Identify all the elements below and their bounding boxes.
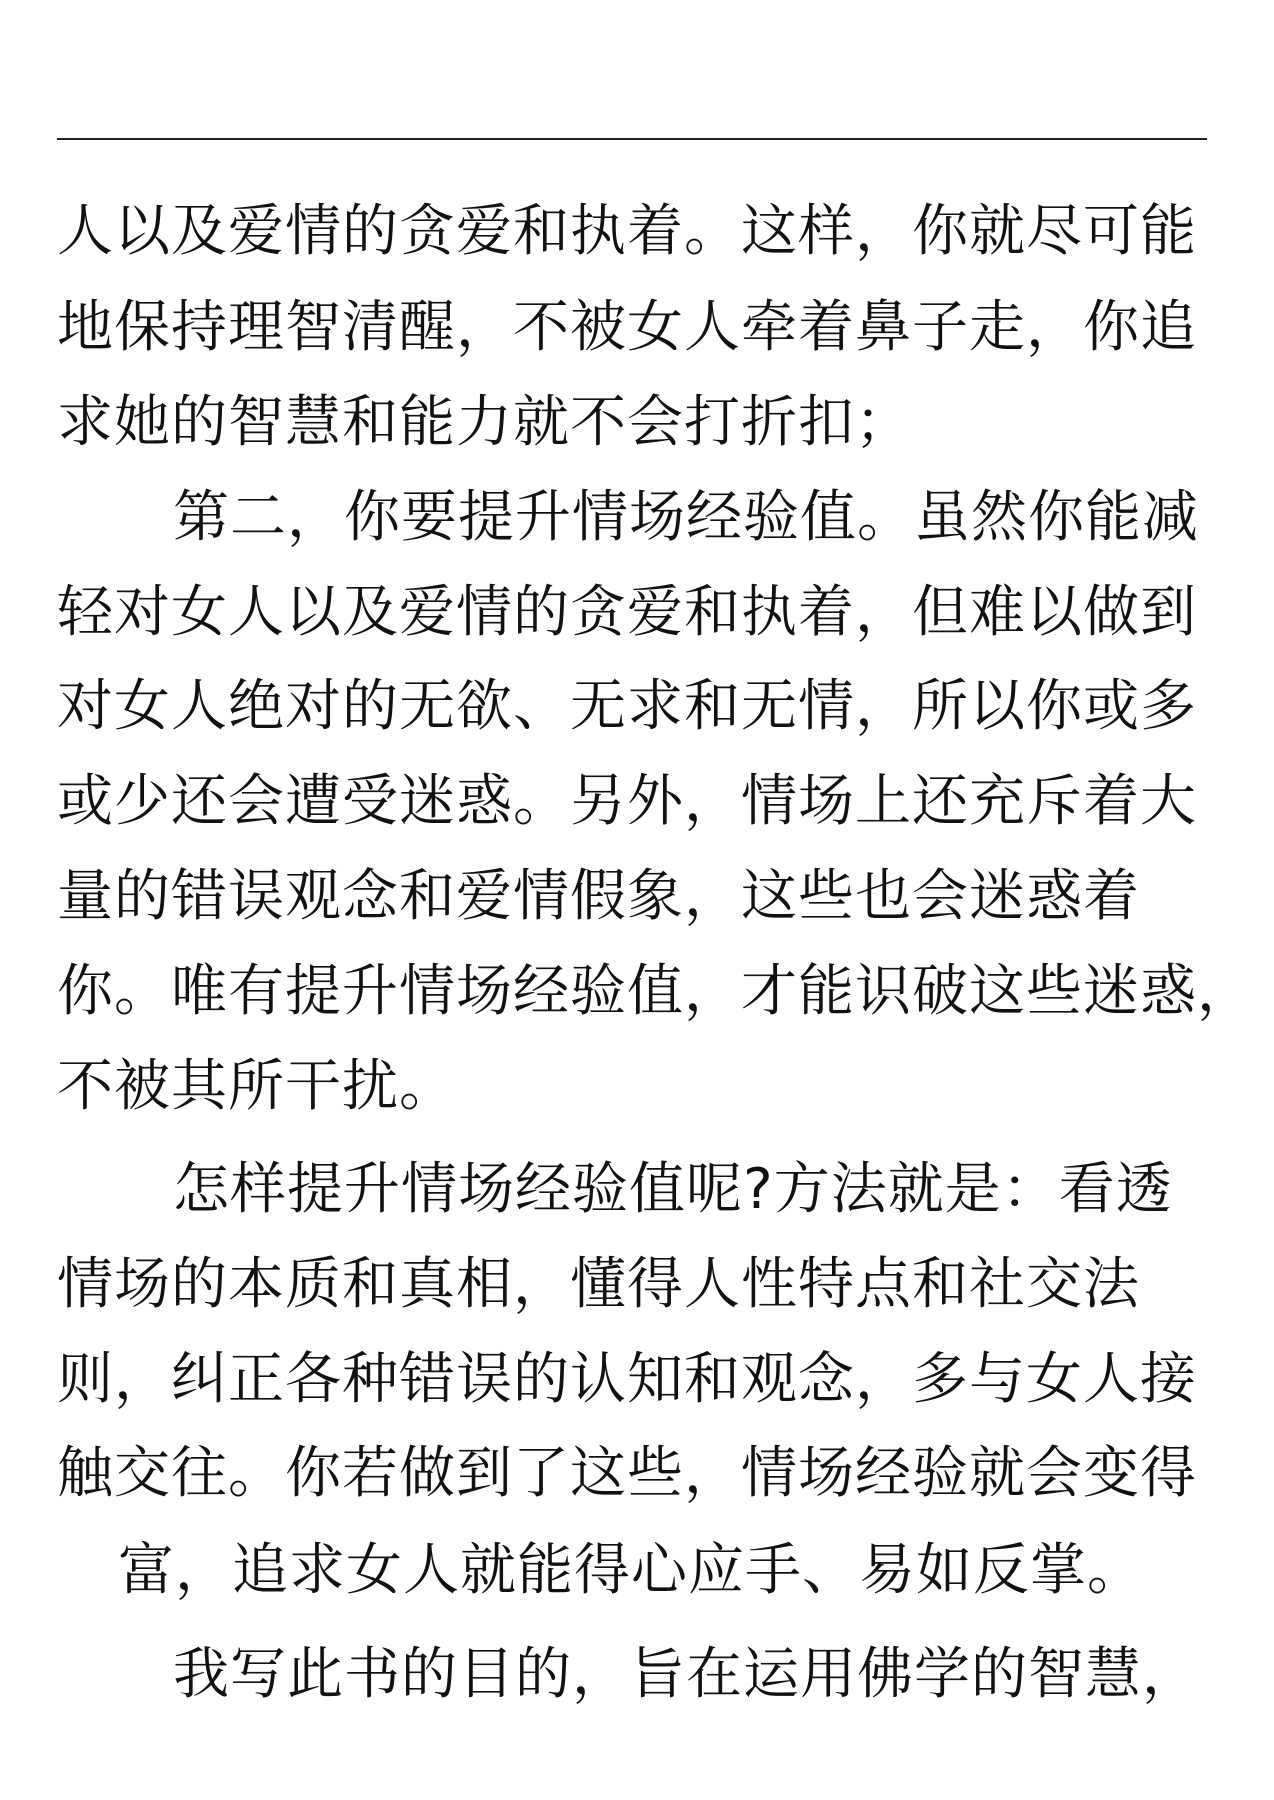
text-line-9: 你。唯有提升情场经验值，才能识破这些迷惑， xyxy=(57,959,1254,1024)
text-line-5: 轻对女人以及爱情的贪爱和执着，但难以做到 xyxy=(57,580,1197,645)
text-line-4: 第二，你要提升情场经验值。虽然你能减 xyxy=(173,485,1199,550)
text-line-8: 量的错误观念和爱情假象，这些也会迷惑着 xyxy=(57,864,1140,929)
text-line-2: 地保持理智清醒，不被女人牵着鼻子走，你追 xyxy=(57,295,1197,360)
text-line-12: 情场的本质和真相，懂得人性特点和社交法 xyxy=(57,1252,1140,1317)
text-line-16: 我写此书的目的，旨在运用佛学的智慧， xyxy=(173,1642,1199,1707)
text-line-11: 怎样提升情场经验值呢?方法就是：看透 xyxy=(173,1157,1173,1222)
text-line-14: 触交往。你若做到了这些，情场经验就会变得 xyxy=(57,1441,1197,1506)
text-line-7: 或少还会遭受迷惑。另外，情场上还充斥着大 xyxy=(57,769,1197,834)
text-line-1: 人以及爱情的贪爱和执着。这样，你就尽可能 xyxy=(57,199,1197,264)
text-line-13: 则，纠正各种错误的认知和观念，多与女人接 xyxy=(57,1347,1197,1412)
text-line-6: 对女人绝对的无欲、无求和无情，所以你或多 xyxy=(57,674,1197,739)
text-line-15: 富，追求女人就能得心应手、易如反掌。 xyxy=(118,1538,1144,1603)
header-divider xyxy=(57,138,1207,140)
text-line-3: 求她的智慧和能力就不会打折扣； xyxy=(57,390,912,455)
text-line-10: 不被其所干扰。 xyxy=(57,1054,456,1119)
